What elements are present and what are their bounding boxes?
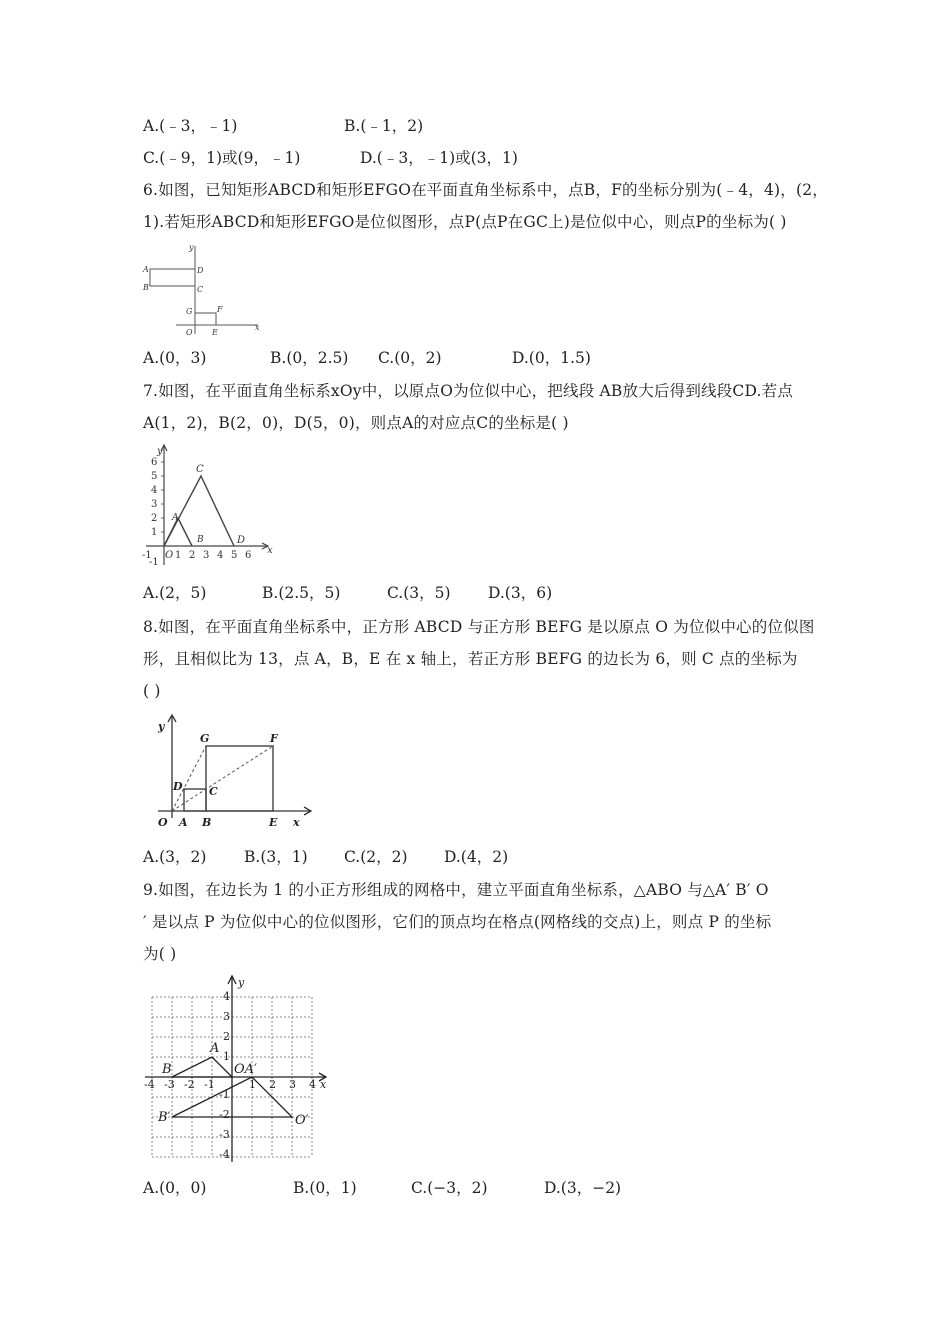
q7-label-d: D xyxy=(237,535,246,546)
q9-label-a: A xyxy=(210,1041,220,1056)
q7-ytick-5: 5 xyxy=(151,471,158,482)
q6-label-a: A xyxy=(143,265,149,274)
q9-text-line1: 9.如图，在边长为 1 的小正方形组成的网格中，建立平面直角坐标系，△ABO 与△A′ B′ O xyxy=(143,881,769,899)
q9-label-bprime: B′ xyxy=(158,1110,171,1125)
q7-label-c: C xyxy=(196,464,204,475)
q7-ytick-6: 6 xyxy=(151,457,158,468)
q7-xtick-5: 5 xyxy=(231,550,238,561)
q7-figure xyxy=(140,443,275,568)
q7-ytick-neg1: -1 xyxy=(149,557,159,568)
q9-figure xyxy=(140,972,340,1167)
q7-label-b: B xyxy=(197,535,204,545)
q9-xtick-1: 1 xyxy=(249,1078,256,1091)
q6-option-c: C.(0，2) xyxy=(378,349,442,367)
q9-ytick-neg3: -3 xyxy=(219,1128,230,1141)
q7-y-axis-label: y xyxy=(157,446,163,457)
q8-label-d: D xyxy=(173,780,183,793)
q9-xtick-neg3: -3 xyxy=(164,1078,175,1091)
q6-label-c: C xyxy=(197,285,204,294)
q8-option-a: A.(3，2) xyxy=(143,848,207,866)
q7-xtick-6: 6 xyxy=(245,550,252,561)
q5-option-d: D.(﹣3，﹣1)或(3，1) xyxy=(360,149,518,167)
q7-xtick-1: 1 xyxy=(175,550,182,561)
q9-option-c: C.(−3，2) xyxy=(411,1179,488,1197)
q7-ytick-2: 2 xyxy=(151,513,158,524)
q9-y-axis-label: y xyxy=(238,976,245,989)
q5-option-b: B.(﹣1，2) xyxy=(344,117,424,135)
q6-figure xyxy=(140,242,265,337)
q9-xtick-neg1: -1 xyxy=(204,1078,215,1091)
q6-label-e: E xyxy=(212,328,218,337)
q7-option-a: A.(2，5) xyxy=(143,584,207,602)
q8-text-line2: 形，且相似比为 13，点 A，B，E 在 x 轴上，若正方形 BEFG 的边长为 6，则 C 点的坐标为 xyxy=(143,650,798,668)
q8-option-b: B.(3，1) xyxy=(244,848,308,866)
q9-label-o-aprime: OA′ xyxy=(234,1062,257,1077)
q9-ytick-4: 4 xyxy=(223,990,230,1003)
q7-text-line1: 7.如图，在平面直角坐标系xOy中，以原点O为位似中心，把线段 AB放大后得到线段CD.若点 xyxy=(143,382,794,400)
q9-x-axis-label: x xyxy=(320,1078,327,1091)
q9-text-line2: ′ 是以点 P 为位似中心的位似图形，它们的顶点均在格点(网格线的交点)上，则点 P 的坐标 xyxy=(143,913,772,931)
q7-ytick-4: 4 xyxy=(151,485,158,496)
q5-option-a: A.(﹣3，﹣1) xyxy=(143,117,238,135)
q8-label-b: B xyxy=(202,816,212,829)
q8-label-g: G xyxy=(200,732,210,745)
q7-origin-label: O xyxy=(165,550,174,561)
q9-option-a: A.(0，0) xyxy=(143,1179,207,1197)
q8-text-line3: ( ) xyxy=(143,682,161,700)
q8-label-f: F xyxy=(270,732,278,745)
q9-ytick-neg1: -1 xyxy=(219,1088,230,1101)
q8-option-d: D.(4，2) xyxy=(444,848,509,866)
q7-option-c: C.(3，5) xyxy=(387,584,451,602)
q7-xtick-neg1: -1 xyxy=(142,550,152,561)
q9-text-line3: 为( ) xyxy=(143,945,177,963)
q7-ytick-3: 3 xyxy=(151,499,158,510)
q7-xtick-3: 3 xyxy=(203,550,210,561)
q9-option-d: D.(3，−2) xyxy=(544,1179,622,1197)
q9-xtick-4: 4 xyxy=(309,1078,316,1091)
q8-text-line1: 8.如图，在平面直角坐标系中，正方形 ABCD 与正方形 BEFG 是以原点 O 为位似中心的位似图 xyxy=(143,618,815,636)
q9-ytick-1: 1 xyxy=(223,1050,230,1063)
q8-label-o: O xyxy=(158,816,168,829)
q6-option-b: B.(0，2.5) xyxy=(270,349,349,367)
q8-label-e: E xyxy=(269,816,278,829)
q6-label-f: F xyxy=(217,305,223,314)
q9-ytick-neg2: -2 xyxy=(219,1108,230,1121)
q6-label-d: D xyxy=(197,266,204,275)
q8-y-axis-label: y xyxy=(158,720,165,733)
q9-option-b: B.(0，1) xyxy=(293,1179,357,1197)
q6-option-d: D.(0，1.5) xyxy=(512,349,591,367)
q6-label-g: G xyxy=(186,307,193,316)
q6-label-o: O xyxy=(186,328,193,337)
q7-text-line2: A(1，2)，B(2，0)，D(5，0)，则点A的对应点C的坐标是( ) xyxy=(143,414,569,432)
q8-label-a: A xyxy=(179,816,188,829)
q7-option-b: B.(2.5，5) xyxy=(262,584,341,602)
q7-option-d: D.(3，6) xyxy=(488,584,553,602)
q7-ytick-1: 1 xyxy=(151,527,158,538)
q9-ytick-neg4: -4 xyxy=(219,1148,230,1161)
q8-label-c: C xyxy=(209,785,218,798)
q6-label-b: B xyxy=(143,283,149,292)
q7-xtick-4: 4 xyxy=(217,550,224,561)
q6-text-line2: 1).若矩形ABCD和矩形EFGO是位似图形，点P(点P在GC上)是位似中心，则点P的坐标为( ) xyxy=(143,213,787,231)
q6-y-axis-label: y xyxy=(189,243,194,252)
q9-xtick-3: 3 xyxy=(289,1078,296,1091)
q8-x-axis-label: x xyxy=(293,816,300,829)
q6-x-axis-label: x xyxy=(255,323,260,332)
q9-ytick-3: 3 xyxy=(223,1010,230,1023)
q9-ytick-2: 2 xyxy=(223,1030,230,1043)
q7-x-axis-label: x xyxy=(267,545,273,556)
q9-label-b: B xyxy=(162,1062,172,1077)
q9-xtick-neg2: -2 xyxy=(184,1078,195,1091)
q8-option-c: C.(2，2) xyxy=(344,848,408,866)
q8-figure xyxy=(148,712,318,832)
q9-xtick-2: 2 xyxy=(269,1078,276,1091)
q9-label-oprime: O′ xyxy=(295,1113,309,1128)
q9-xtick-neg4: -4 xyxy=(144,1078,155,1091)
q6-option-a: A.(0，3) xyxy=(143,349,207,367)
q6-text-line1: 6.如图，已知矩形ABCD和矩形EFGO在平面直角坐标系中，点B，F的坐标分别为(﹣4，4)，(2， xyxy=(143,181,828,199)
q5-option-c: C.(﹣9，1)或(9，﹣1) xyxy=(143,149,301,167)
q7-label-a: A xyxy=(172,513,179,523)
q7-xtick-2: 2 xyxy=(189,550,196,561)
